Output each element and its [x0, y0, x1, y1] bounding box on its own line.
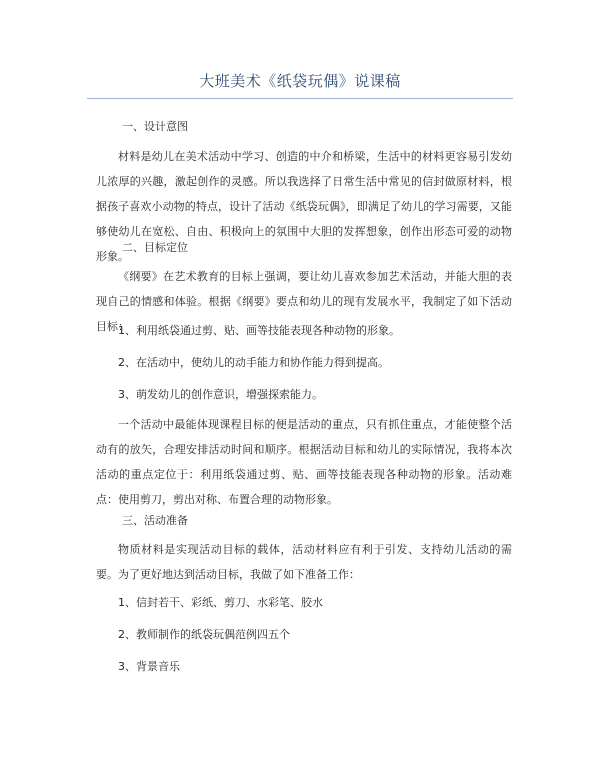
section-heading-goals: 二、目标定位: [122, 241, 188, 254]
goal-item-3: 3、萌发幼儿的创作意识，增强探索能力。: [118, 388, 323, 401]
goals-intro-paragraph: 《纲要》在艺术教育的目标上强调，要让幼儿喜欢参加艺术活动，并能大胆的表现自己的情感和体验。根据《纲要》要点和幼儿的现有发展水平，我制定了如下活动目标：: [96, 270, 512, 333]
goal-item-2: 2、在活动中，使幼儿的动手能力和协作能力得到提高。: [118, 356, 389, 369]
design-intent-paragraph: 材料是幼儿在美术活动中学习、创造的中介和桥梁，生活中的材料更容易引发幼儿浓厚的兴趣，激起创作的灵感。所以我选择了日常生活中常见的信封做原材料，根据孩子喜欢小动物的特点，设计了活动《纸袋玩偶》，即满足了幼儿的学习需要，又能够使幼儿在宽松、自由、积极向上的氛围中大胆的发挥想象，创作出形态可爱的动物形象。: [96, 150, 512, 263]
section-heading-design-intent: 一、设计意图: [122, 120, 188, 133]
preparation-item-1: 1、信封若干、彩纸、剪刀、水彩笔、胶水: [118, 596, 323, 609]
key-points-paragraph: 一个活动中最能体现课程目标的便是活动的重点，只有抓住重点，才能使整个活动有的放矢，合理安排活动时间和顺序。根据活动目标和幼儿的实际情况，我将本次活动的重点定位于：利用纸袋通过剪、贴、画等技能表现各种动物的形象。活动难点：使用剪刀，剪出对称、布置合理的动物形象。: [96, 418, 512, 506]
title-underline: [87, 98, 513, 99]
preparation-item-2: 2、教师制作的纸袋玩偶范例四五个: [118, 628, 290, 641]
document-title: 大班美术《纸袋玩偶》说课稿: [199, 72, 401, 90]
goal-item-1: 1、利用纸袋通过剪、贴、画等技能表现各种动物的形象。: [118, 324, 400, 337]
preparation-paragraph: 物质材料是实现活动目标的载体，活动材料应有利于引发、支持幼儿活动的需要。为了更好地达到活动目标，我做了如下准备工作：: [96, 543, 512, 581]
section-heading-preparation: 三、活动准备: [122, 514, 188, 527]
preparation-item-3: 3、背景音乐: [118, 660, 180, 673]
